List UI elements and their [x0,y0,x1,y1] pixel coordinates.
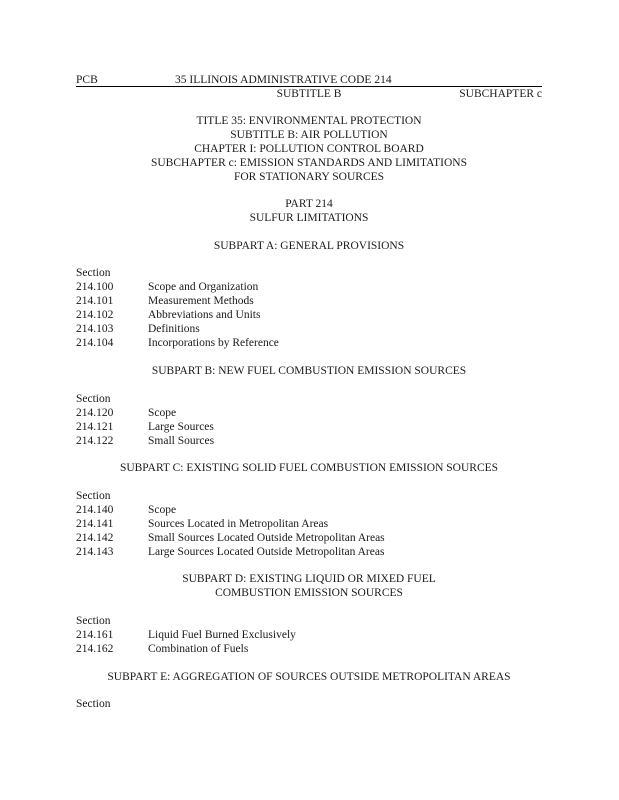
section-title: Abbreviations and Units [148,309,261,321]
header-agency: PCB [76,74,98,86]
toc-entry[interactable] [76,517,542,531]
section-title: Measurement Methods [148,295,254,307]
toc-entry[interactable] [76,420,542,434]
header-code-title: 35 ILLINOIS ADMINISTRATIVE CODE 214 [175,74,392,86]
running-subheader [76,87,542,101]
section-number: 214.140 [76,504,114,516]
section-label: Section [76,615,111,627]
title-line: SUBCHAPTER c: EMISSION STANDARDS AND LIMITATIONS [150,157,468,169]
toc-entry[interactable] [76,322,542,336]
toc-entry[interactable] [76,294,542,308]
section-title: Large Sources [148,421,214,433]
running-header [76,73,542,87]
header-subtitle: SUBTITLE B [276,88,342,100]
toc-entry[interactable] [76,503,542,517]
section-number: 214.162 [76,643,114,655]
subpart-e-heading [76,670,542,684]
subpart-b-heading [76,364,542,378]
subpart-d-heading [76,572,542,600]
section-number: 214.104 [76,337,114,349]
section-title: Liquid Fuel Burned Exclusively [148,629,296,641]
section-title: Combination of Fuels [148,643,249,655]
subpart-heading-line: SUBPART C: EXISTING SOLID FUEL COMBUSTION EMISSION SOURCES [119,462,499,474]
subpart-a-heading [76,239,542,253]
subpart-heading-line: SUBPART A: GENERAL PROVISIONS [213,240,405,252]
toc-entry[interactable] [76,642,542,656]
section-number: 214.122 [76,435,114,447]
toc-entry[interactable] [76,308,542,322]
section-label: Section [76,393,111,405]
toc-entry[interactable] [76,336,542,350]
section-number: 214.143 [76,546,114,558]
section-title: Sources Located in Metropolitan Areas [148,518,329,530]
subpart-heading-line: SUBPART E: AGGREGATION OF SOURCES OUTSIDE METROPOLITAN AREAS [107,671,511,683]
section-title: Large Sources Located Outside Metropolitan Areas [148,546,385,558]
title-line: TITLE 35: ENVIRONMENTAL PROTECTION [196,115,422,127]
part-block [76,197,542,225]
section-label: Section [76,698,111,710]
section-title: Small Sources [148,435,215,447]
subpart-heading-line: COMBUSTION EMISSION SOURCES [215,587,403,599]
section-title: Definitions [148,323,200,335]
subpart-a-toc [76,280,542,350]
title-line: FOR STATIONARY SOURCES [233,171,385,183]
section-number: 214.141 [76,518,114,530]
section-number: 214.103 [76,323,114,335]
subpart-heading-line: SUBPART B: NEW FUEL COMBUSTION EMISSION SOURCES [151,365,467,377]
section-title: Scope [148,504,177,516]
section-title: Small Sources Located Outside Metropolitan Areas [148,532,385,544]
subpart-heading-line: SUBPART D: EXISTING LIQUID OR MIXED FUEL [182,573,436,585]
section-number: 214.161 [76,629,114,641]
subpart-c-toc [76,503,542,559]
section-label: Section [76,267,111,279]
section-title: Scope [148,407,177,419]
toc-entry[interactable] [76,545,542,559]
toc-entry[interactable] [76,280,542,294]
section-number: 214.120 [76,407,114,419]
part-title: SULFUR LIMITATIONS [249,212,369,224]
section-number: 214.121 [76,421,114,433]
subpart-c-heading [76,461,542,475]
section-number: 214.102 [76,309,114,321]
header-subchapter: SUBCHAPTER c [459,88,542,100]
title-line: CHAPTER I: POLLUTION CONTROL BOARD [194,143,424,155]
section-title: Incorporations by Reference [148,337,279,349]
title-block [76,114,542,184]
section-number: 214.142 [76,532,114,544]
toc-entry[interactable] [76,628,542,642]
subpart-b-toc [76,406,542,448]
section-number: 214.101 [76,295,114,307]
title-line: SUBTITLE B: AIR POLLUTION [230,129,388,141]
toc-entry[interactable] [76,406,542,420]
section-label: Section [76,490,111,502]
section-number: 214.100 [76,281,114,293]
section-title: Scope and Organization [148,281,259,293]
toc-entry[interactable] [76,531,542,545]
toc-entry[interactable] [76,434,542,448]
part-number: PART 214 [285,198,333,210]
subpart-d-toc [76,628,542,656]
